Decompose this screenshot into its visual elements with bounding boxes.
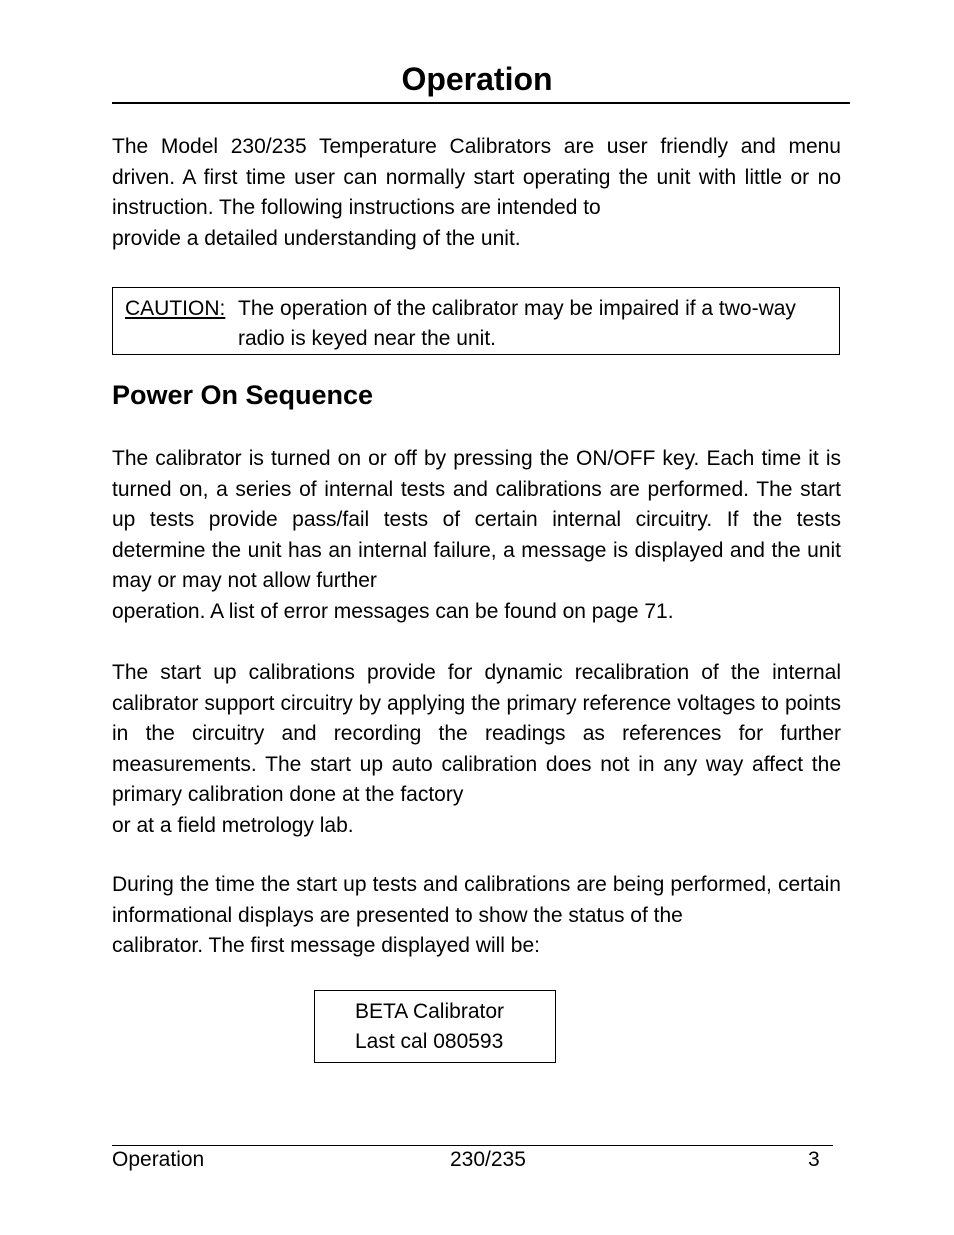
footer-model: 230/235	[450, 1148, 526, 1171]
power-on-paragraph-3	[112, 870, 841, 962]
intro-paragraph-body: The Model 230/235 Temperature Calibrators are user friendly and menu driven. A first time user can normally start operating the unit with little or no instruction. The following instructions are intended to	[112, 135, 841, 219]
caution-label: CAUTION:	[125, 297, 226, 320]
power-on-paragraph-3-body: During the time the start up tests and calibrations are being performed, certain informational displays are presented to show the status of the	[112, 873, 841, 927]
power-on-paragraph-1-last-line: operation. A list of error messages can be found on page 71.	[112, 599, 674, 623]
display-message-line-1: BETA Calibrator	[355, 1000, 504, 1023]
intro-paragraph	[112, 132, 841, 254]
page-title: Operation	[401, 61, 553, 97]
power-on-paragraph-2-body: The start up calibrations provide for dynamic recalibration of the internal calibrator support circuitry by applying the primary reference voltages to points in the circuitry and recording the readings as references for further measurements. The start up auto calibration does not in any way affect the primary calibration done at the factory	[112, 661, 841, 806]
display-message-line-2: Last cal 080593	[355, 1030, 504, 1053]
caution-text: The operation of the calibrator may be impaired if a two-way radio is keyed near the unit.	[238, 297, 796, 350]
power-on-paragraph-1	[112, 444, 841, 627]
title-divider	[112, 102, 850, 104]
intro-paragraph-last-line: provide a detailed understanding of the unit.	[112, 226, 521, 250]
display-message-box	[314, 990, 556, 1063]
section-heading-power-on: Power On Sequence	[112, 380, 374, 410]
power-on-paragraph-3-last-line: calibrator. The first message displayed will be:	[112, 934, 540, 957]
footer-section-name: Operation	[112, 1148, 205, 1171]
power-on-paragraph-2-last-line: or at a field metrology lab.	[112, 813, 354, 837]
power-on-paragraph-2	[112, 658, 841, 841]
power-on-paragraph-1-body: The calibrator is turned on or off by pressing the ON/OFF key. Each time it is turned on, a series of internal tests and calibrations are performed. The start up tests provide pass/fail tests of certain internal circuitry. If the tests determine the unit has an internal failure, a message is displayed and the unit may or may not allow further	[112, 447, 841, 592]
caution-box	[112, 287, 840, 355]
footer-page-number: 3	[808, 1148, 820, 1171]
